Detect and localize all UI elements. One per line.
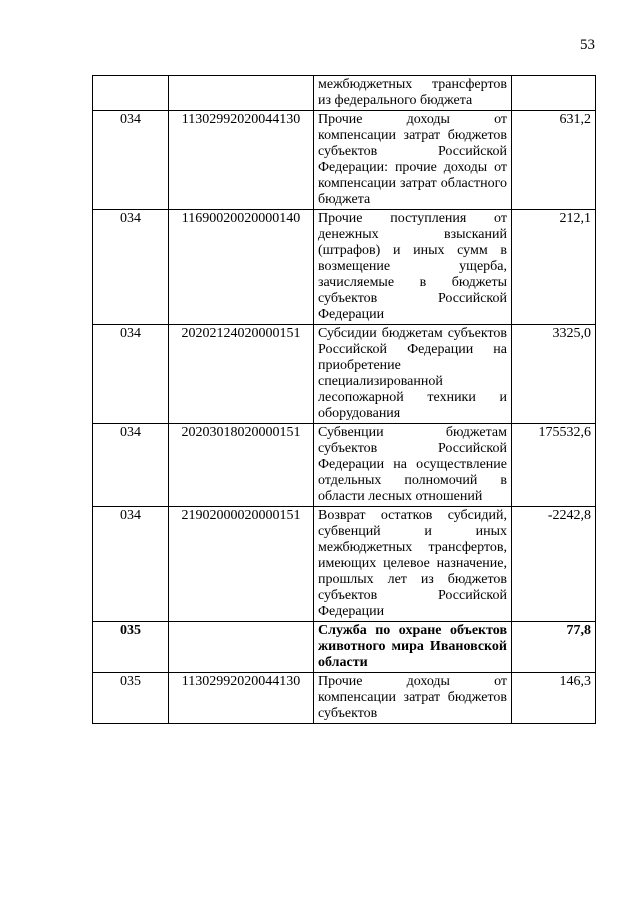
administrator-name-cell: Служба по охране объектов животного мира Ивановской области (314, 622, 512, 673)
admin-code-cell: 034 (93, 507, 169, 622)
revenue-name-cell: Прочие доходы от компенсации затрат бюджетов субъектов Российской Федерации: прочие доходы от компенсации затрат областного бюджета (314, 111, 512, 210)
admin-code-cell: 034 (93, 325, 169, 424)
budget-classification-code-cell: 11690020020000140 (169, 210, 314, 325)
budget-classification-code-cell (169, 622, 314, 673)
table-row (93, 424, 596, 507)
budget-classification-code-cell: 20202124020000151 (169, 325, 314, 424)
page-number: 53 (580, 37, 595, 53)
table-row (93, 76, 596, 111)
admin-code-cell: 035 (93, 673, 169, 724)
amount-cell (512, 76, 596, 111)
admin-code-cell: 034 (93, 210, 169, 325)
table-row (93, 210, 596, 325)
amount-cell: 3325,0 (512, 325, 596, 424)
revenue-table (92, 75, 596, 724)
budget-classification-code-cell: 21902000020000151 (169, 507, 314, 622)
revenue-table-body (93, 76, 596, 724)
budget-classification-code-cell (169, 76, 314, 111)
revenue-name-cell: Субсидии бюджетам субъектов Российской Федерации на приобретение специализированной лесопожарной техники и оборудования (314, 325, 512, 424)
amount-cell: -2242,8 (512, 507, 596, 622)
admin-code-cell: 035 (93, 622, 169, 673)
table-row (93, 673, 596, 724)
amount-cell: 175532,6 (512, 424, 596, 507)
budget-classification-code-cell: 11302992020044130 (169, 111, 314, 210)
admin-code-cell (93, 76, 169, 111)
budget-classification-code-cell: 20203018020000151 (169, 424, 314, 507)
revenue-name-cell: Прочие доходы от компенсации затрат бюджетов субъектов (314, 673, 512, 724)
admin-code-cell: 034 (93, 111, 169, 210)
revenue-name-cell: межбюджетных трансфертов из федерального бюджета (314, 76, 512, 111)
table-row (93, 111, 596, 210)
amount-cell: 146,3 (512, 673, 596, 724)
revenue-name-cell: Возврат остатков субсидий, субвенций и иных межбюджетных трансфертов, имеющих целевое назначение, прошлых лет из бюджетов субъектов Российской Федерации (314, 507, 512, 622)
table-row-section-header (93, 622, 596, 673)
admin-code-cell: 034 (93, 424, 169, 507)
amount-cell: 631,2 (512, 111, 596, 210)
budget-classification-code-cell: 11302992020044130 (169, 673, 314, 724)
amount-cell: 212,1 (512, 210, 596, 325)
revenue-name-cell: Прочие поступления от денежных взысканий (штрафов) и иных сумм в возмещение ущерба, зачисляемые в бюджеты субъектов Российской Федерации (314, 210, 512, 325)
table-row (93, 325, 596, 424)
table-row (93, 507, 596, 622)
amount-cell: 77,8 (512, 622, 596, 673)
revenue-name-cell: Субвенции бюджетам субъектов Российской Федерации на осуществление отдельных полномочий в области лесных отношений (314, 424, 512, 507)
